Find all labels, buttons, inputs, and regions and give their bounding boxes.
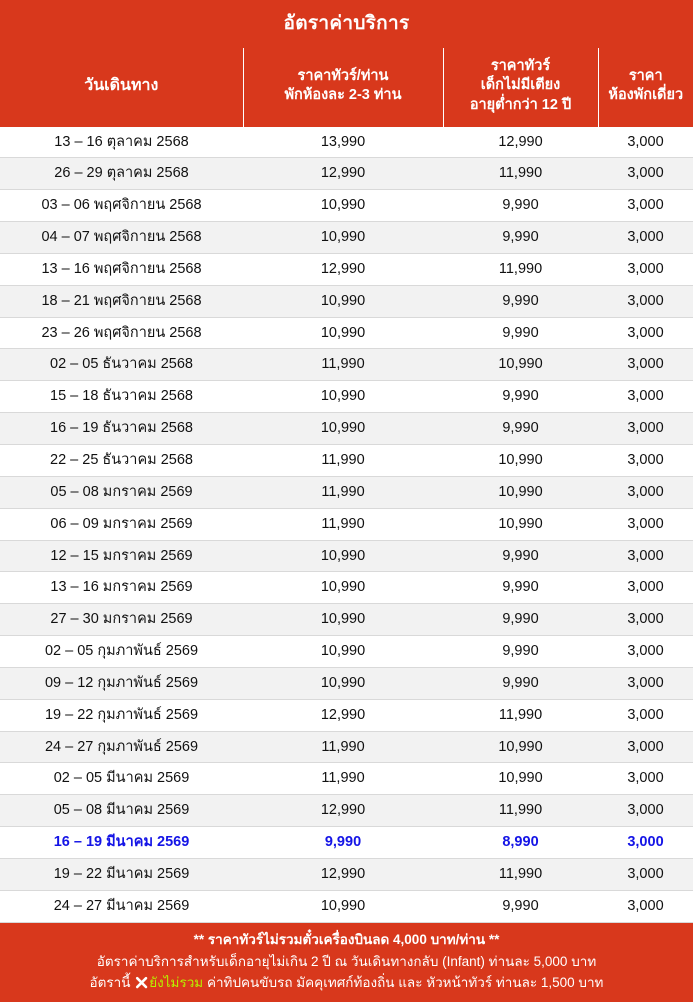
table-row: [0, 890, 693, 922]
table-row: [0, 445, 693, 477]
cell-adult-price: 13,990: [243, 127, 443, 158]
cell-adult-price: 10,990: [243, 222, 443, 254]
column-header-child-price-line1: ราคาทัวร์: [490, 57, 551, 74]
cell-child-price: 9,990: [443, 285, 598, 317]
cell-travel-date: 24 – 27 มีนาคม 2569: [0, 890, 243, 922]
cell-single-room-price: 3,000: [598, 636, 693, 668]
cell-child-price: 11,990: [443, 158, 598, 190]
column-header-child-price-line3: อายุต่ำกว่า 12 ปี: [469, 97, 572, 114]
cell-child-price: 10,990: [443, 476, 598, 508]
cell-child-price: 9,990: [443, 222, 598, 254]
cell-adult-price: 10,990: [243, 890, 443, 922]
cell-travel-date: 26 – 29 ตุลาคม 2568: [0, 158, 243, 190]
cell-child-price: 9,990: [443, 381, 598, 413]
cell-child-price: 9,990: [443, 413, 598, 445]
cell-single-room-price: 3,000: [598, 222, 693, 254]
cell-adult-price: 11,990: [243, 763, 443, 795]
cell-single-room-price: 3,000: [598, 317, 693, 349]
cell-travel-date: 13 – 16 พฤศจิกายน 2568: [0, 253, 243, 285]
cell-child-price: 10,990: [443, 763, 598, 795]
cell-adult-price: 12,990: [243, 858, 443, 890]
footer-note: [0, 923, 693, 1002]
cell-child-price: 9,990: [443, 190, 598, 222]
cell-single-room-price: 3,000: [598, 413, 693, 445]
column-header-adult-price: [243, 48, 443, 127]
table-row: [0, 127, 693, 158]
cell-single-room-price: 3,000: [598, 253, 693, 285]
cell-adult-price: 10,990: [243, 636, 443, 668]
cell-child-price: 11,990: [443, 253, 598, 285]
cell-child-price: 11,990: [443, 795, 598, 827]
table-row: [0, 285, 693, 317]
cross-mark-icon: [135, 973, 148, 995]
cell-adult-price: 10,990: [243, 572, 443, 604]
cell-single-room-price: 3,000: [598, 349, 693, 381]
table-row: [0, 699, 693, 731]
cell-travel-date: 02 – 05 ธันวาคม 2568: [0, 349, 243, 381]
cell-child-price: 9,990: [443, 667, 598, 699]
column-header-single-room-line1: ราคา: [628, 67, 663, 84]
cell-single-room-price: 3,000: [598, 795, 693, 827]
column-header-travel-date: วันเดินทาง: [0, 48, 243, 127]
table-row: [0, 253, 693, 285]
cell-adult-price: 10,990: [243, 317, 443, 349]
cell-single-room-price: 3,000: [598, 827, 693, 859]
cell-travel-date: 05 – 08 มกราคม 2569: [0, 476, 243, 508]
cell-travel-date: 27 – 30 มกราคม 2569: [0, 604, 243, 636]
table-header-row: [0, 48, 693, 127]
cell-single-room-price: 3,000: [598, 381, 693, 413]
table-body: [0, 127, 693, 923]
cell-child-price: 11,990: [443, 699, 598, 731]
table-row: [0, 572, 693, 604]
cell-single-room-price: 3,000: [598, 476, 693, 508]
cell-travel-date: 18 – 21 พฤศจิกายน 2568: [0, 285, 243, 317]
cell-child-price: 10,990: [443, 349, 598, 381]
cell-adult-price: 10,990: [243, 381, 443, 413]
table-row: [0, 858, 693, 890]
footer-note-line-2: อัตราค่าบริการสำหรับเด็กอายุไม่เกิน 2 ปี ณ วันเดินทางกลับ (Infant) ท่านละ 5,000 บาท: [96, 953, 597, 969]
cell-adult-price: 11,990: [243, 349, 443, 381]
cell-travel-date: 23 – 26 พฤศจิกายน 2568: [0, 317, 243, 349]
cell-adult-price: 10,990: [243, 540, 443, 572]
cell-travel-date: 02 – 05 กุมภาพันธ์ 2569: [0, 636, 243, 668]
cell-travel-date: 13 – 16 มกราคม 2569: [0, 572, 243, 604]
footer-note-line-3-prefix: อัตรานี้: [89, 975, 131, 991]
cell-single-room-price: 3,000: [598, 604, 693, 636]
cell-child-price: 9,990: [443, 636, 598, 668]
cell-adult-price: 12,990: [243, 699, 443, 731]
cell-child-price: 9,990: [443, 540, 598, 572]
cell-adult-price: 12,990: [243, 158, 443, 190]
cell-single-room-price: 3,000: [598, 285, 693, 317]
table-row: [0, 190, 693, 222]
cell-adult-price: 9,990: [243, 827, 443, 859]
cell-travel-date: 12 – 15 มกราคม 2569: [0, 540, 243, 572]
table-row: [0, 222, 693, 254]
column-header-adult-price-line1: ราคาทัวร์/ท่าน: [297, 67, 389, 84]
cell-single-room-price: 3,000: [598, 667, 693, 699]
rates-table: [0, 48, 693, 923]
table-row: [0, 508, 693, 540]
footer-note-not-included: ยังไม่รวม: [149, 975, 204, 991]
cell-adult-price: 10,990: [243, 190, 443, 222]
cell-child-price: 12,990: [443, 127, 598, 158]
cell-travel-date: 19 – 22 กุมภาพันธ์ 2569: [0, 699, 243, 731]
column-header-child-price-line2: เด็กไม่มีเตียง: [480, 77, 561, 94]
cell-travel-date: 16 – 19 มีนาคม 2569: [0, 827, 243, 859]
cell-single-room-price: 3,000: [598, 731, 693, 763]
cell-single-room-price: 3,000: [598, 190, 693, 222]
cell-travel-date: 22 – 25 ธันวาคม 2568: [0, 445, 243, 477]
table-row: [0, 158, 693, 190]
cell-single-room-price: 3,000: [598, 127, 693, 158]
cell-child-price: 8,990: [443, 827, 598, 859]
cell-travel-date: 04 – 07 พฤศจิกายน 2568: [0, 222, 243, 254]
cell-child-price: 9,990: [443, 890, 598, 922]
cell-child-price: 10,990: [443, 445, 598, 477]
cell-adult-price: 12,990: [243, 253, 443, 285]
column-header-adult-price-line2: พักห้องละ 2-3 ท่าน: [284, 87, 402, 104]
cell-travel-date: 03 – 06 พฤศจิกายน 2568: [0, 190, 243, 222]
cell-single-room-price: 3,000: [598, 699, 693, 731]
cell-travel-date: 02 – 05 มีนาคม 2569: [0, 763, 243, 795]
cell-single-room-price: 3,000: [598, 508, 693, 540]
table-row: [0, 476, 693, 508]
cell-travel-date: 16 – 19 ธันวาคม 2568: [0, 413, 243, 445]
table-row: [0, 763, 693, 795]
cell-single-room-price: 3,000: [598, 858, 693, 890]
cell-adult-price: 10,990: [243, 285, 443, 317]
cell-child-price: 9,990: [443, 317, 598, 349]
page-title: อัตราค่าบริการ: [0, 0, 693, 48]
cell-travel-date: 15 – 18 ธันวาคม 2568: [0, 381, 243, 413]
cell-adult-price: 11,990: [243, 731, 443, 763]
table-row: [0, 540, 693, 572]
cell-child-price: 10,990: [443, 731, 598, 763]
cell-adult-price: 11,990: [243, 508, 443, 540]
cell-adult-price: 10,990: [243, 413, 443, 445]
cell-single-room-price: 3,000: [598, 445, 693, 477]
table-row: [0, 636, 693, 668]
cell-travel-date: 09 – 12 กุมภาพันธ์ 2569: [0, 667, 243, 699]
column-header-single-room: [598, 48, 693, 127]
cell-travel-date: 05 – 08 มีนาคม 2569: [0, 795, 243, 827]
table-header: [0, 48, 693, 127]
table-row: [0, 731, 693, 763]
table-row: [0, 795, 693, 827]
cell-travel-date: 19 – 22 มีนาคม 2569: [0, 858, 243, 890]
table-row: [0, 317, 693, 349]
table-row: [0, 413, 693, 445]
cell-child-price: 11,990: [443, 858, 598, 890]
table-row: [0, 604, 693, 636]
cell-single-room-price: 3,000: [598, 763, 693, 795]
footer-note-line-3: [6, 972, 687, 994]
cell-child-price: 10,990: [443, 508, 598, 540]
cell-travel-date: 13 – 16 ตุลาคม 2568: [0, 127, 243, 158]
cell-adult-price: 10,990: [243, 604, 443, 636]
footer-note-line-1: ** ราคาทัวร์ไม่รวมตั๋วเครื่องบินลด 4,000 บาท/ท่าน **: [193, 931, 500, 947]
table-row: [0, 667, 693, 699]
cell-travel-date: 06 – 09 มกราคม 2569: [0, 508, 243, 540]
cell-single-room-price: 3,000: [598, 158, 693, 190]
cell-single-room-price: 3,000: [598, 572, 693, 604]
cell-adult-price: 10,990: [243, 667, 443, 699]
cell-adult-price: 12,990: [243, 795, 443, 827]
cell-adult-price: 11,990: [243, 476, 443, 508]
cell-adult-price: 11,990: [243, 445, 443, 477]
cell-child-price: 9,990: [443, 572, 598, 604]
cell-single-room-price: 3,000: [598, 890, 693, 922]
footer-note-line-3-suffix: ค่าทิปคนขับรถ มัคคุเทศก์ท้องถิ่น และ หัวหน้าทัวร์ ท่านละ 1,500 บาท: [206, 975, 604, 991]
column-header-single-room-line2: ห้องพักเดี่ยว: [608, 87, 684, 104]
column-header-child-price: [443, 48, 598, 127]
table-row: [0, 349, 693, 381]
cell-travel-date: 24 – 27 กุมภาพันธ์ 2569: [0, 731, 243, 763]
table-row: [0, 827, 693, 859]
cell-single-room-price: 3,000: [598, 540, 693, 572]
table-row: [0, 381, 693, 413]
cell-child-price: 9,990: [443, 604, 598, 636]
